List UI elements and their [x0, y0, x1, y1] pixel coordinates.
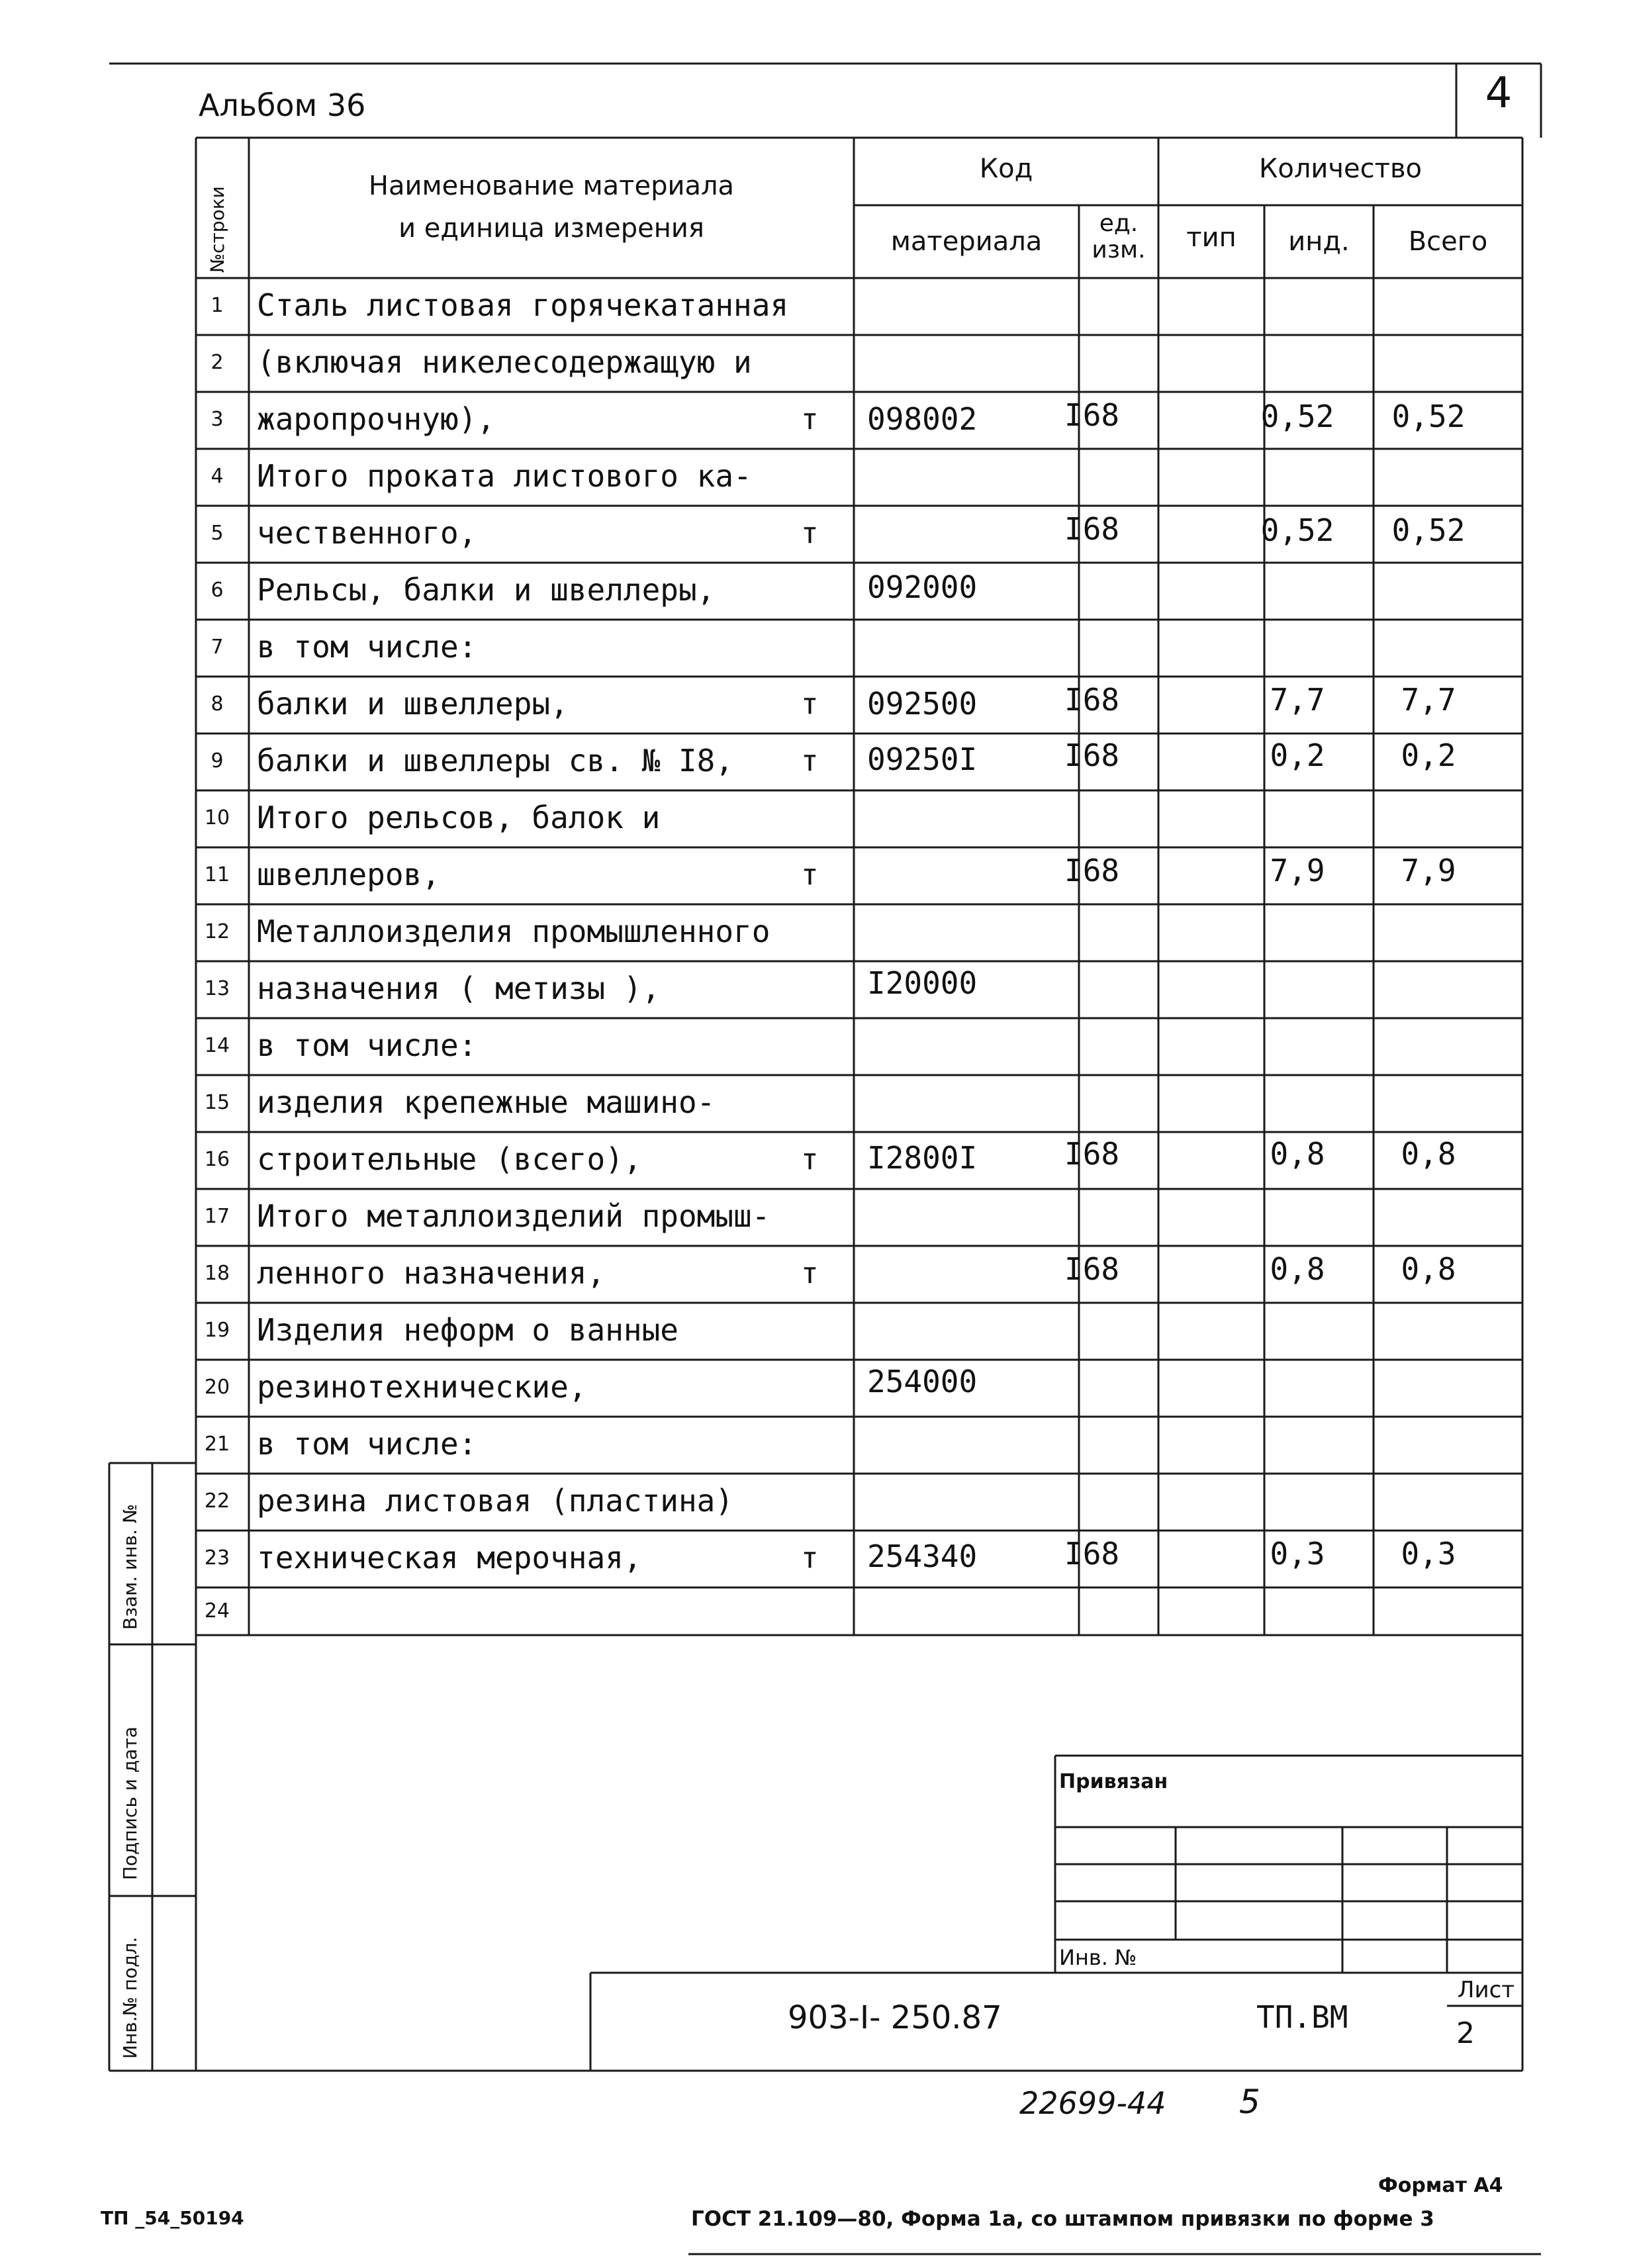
album-title: Альбом 36: [199, 87, 366, 123]
left-code: ТП _54_50194: [101, 2207, 244, 2229]
row-number: 4: [210, 465, 224, 488]
row-name: швеллеров,: [257, 857, 440, 892]
row-number: 6: [210, 579, 224, 602]
row-unit: т: [801, 516, 819, 550]
row-name: чественного,: [257, 515, 477, 551]
row-ind: 0,8: [1270, 1136, 1325, 1172]
row-code: I20000: [867, 965, 978, 1001]
row-number: 3: [210, 408, 224, 431]
row-name: резинотехнические,: [257, 1369, 587, 1405]
row-name: (включая никелесодержащую и: [257, 344, 752, 380]
row-total: 0,2: [1401, 737, 1456, 773]
row-total: 7,7: [1401, 682, 1456, 718]
row-name: Итого проката листового ка-: [257, 458, 752, 494]
row-number: 16: [204, 1148, 230, 1171]
row-number: 7: [210, 636, 224, 659]
row-number: 19: [204, 1319, 230, 1342]
row-name: Металлоизделия промышленного: [257, 914, 770, 949]
designation: 903-I- 250.87: [788, 1999, 1002, 2036]
row-edizm: I68: [1064, 1136, 1120, 1172]
inv-no-label: Инв. №: [1059, 1945, 1137, 1970]
row-name: Итого металлоизделий промыш-: [257, 1198, 770, 1234]
row-ind: 0,3: [1270, 1536, 1325, 1572]
standard-label: ГОСТ 21.109—80, Форма 1а, со штампом привязки по форме 3: [691, 2207, 1434, 2231]
row-unit: т: [801, 858, 819, 892]
row-edizm: I68: [1064, 511, 1120, 547]
col-name-header-1: Наименование материала: [368, 171, 735, 201]
row-number: 15: [204, 1091, 230, 1114]
row-unit: т: [801, 1256, 819, 1290]
row-number: 22: [204, 1489, 230, 1513]
row-name: техническая мерочная,: [257, 1540, 642, 1576]
row-code: 098002: [867, 401, 978, 437]
row-name: Изделия неформ о ванные: [257, 1312, 678, 1348]
row-unit: т: [801, 1143, 819, 1176]
row-edizm: I68: [1064, 682, 1120, 718]
row-ind: 0,52: [1260, 512, 1334, 548]
col-rownum-header: №строки: [207, 186, 228, 273]
row-number: 1: [210, 294, 224, 317]
row-ind: 0,52: [1260, 399, 1334, 434]
row-number: 11: [204, 863, 230, 886]
doc-code: ТП.ВМ: [1256, 1999, 1348, 2035]
col-qty-ind-header: инд.: [1288, 226, 1350, 257]
row-unit: т: [801, 744, 819, 778]
row-number: 8: [210, 692, 224, 716]
col-code-material-header: материала: [890, 226, 1043, 257]
inv-orig-label: Инв.№ подл.: [119, 1936, 141, 2059]
handwritten-number: 22699-44: [1019, 2085, 1166, 2121]
row-edizm: I68: [1064, 397, 1120, 433]
row-number: 21: [204, 1433, 230, 1456]
sheet-number: 2: [1456, 2016, 1475, 2050]
row-total: 0,8: [1401, 1136, 1456, 1172]
col-code-header: Код: [979, 154, 1033, 184]
row-name: резина листовая (пластина): [257, 1483, 734, 1519]
replace-inv-label: Взам. инв. №: [119, 1503, 141, 1630]
row-ind: 0,8: [1270, 1251, 1325, 1287]
row-number: 24: [204, 1599, 230, 1623]
row-ind: 0,2: [1270, 737, 1325, 773]
row-code: 092000: [867, 569, 978, 605]
row-number: 10: [204, 806, 230, 829]
row-edizm: I68: [1064, 737, 1120, 773]
col-code-unit-line2: изм.: [1092, 236, 1146, 263]
row-ind: 7,9: [1270, 853, 1325, 888]
handwritten-page: 5: [1239, 2083, 1260, 2121]
bound-label: Привязан: [1059, 1770, 1168, 1793]
row-ind: 7,7: [1270, 682, 1325, 718]
page-number: 4: [1485, 69, 1513, 118]
row-number: 12: [204, 920, 230, 943]
row-total: 0,3: [1401, 1536, 1456, 1572]
row-unit: т: [801, 687, 819, 721]
row-name: изделия крепежные машино-: [257, 1084, 716, 1120]
row-name: назначения ( метизы ),: [257, 970, 661, 1006]
row-number: 14: [204, 1034, 230, 1057]
row-code: 254000: [867, 1364, 978, 1399]
col-code-unit-header: [1079, 211, 1158, 263]
row-total: 7,9: [1401, 853, 1456, 888]
row-code: I2800I: [867, 1140, 978, 1176]
row-total: 0,52: [1391, 512, 1466, 548]
row-code: 254340: [867, 1538, 978, 1574]
col-quantity-header: Количество: [1258, 154, 1422, 184]
row-unit: т: [801, 1541, 819, 1575]
col-code-unit-line1: ед.: [1099, 210, 1139, 237]
row-number: 5: [210, 522, 224, 545]
row-name: в том числе:: [257, 1027, 477, 1063]
row-name: жаропрочную),: [257, 401, 496, 437]
sheet-label: Лист: [1457, 1977, 1515, 2003]
row-number: 13: [204, 977, 230, 1000]
row-name: строительные (всего),: [257, 1141, 642, 1177]
row-total: 0,8: [1401, 1251, 1456, 1287]
row-code: 092500: [867, 686, 978, 722]
row-number: 18: [204, 1262, 230, 1285]
row-code: 09250I: [867, 741, 978, 777]
sign-date-label: Подпись и дата: [119, 1726, 141, 1880]
row-number: 20: [204, 1376, 230, 1399]
row-number: 23: [204, 1546, 230, 1570]
row-edizm: I68: [1064, 1251, 1120, 1287]
row-number: 2: [210, 351, 224, 374]
row-name: в том числе:: [257, 1426, 477, 1462]
row-edizm: I68: [1064, 853, 1120, 888]
row-name: Рельсы, балки и швеллеры,: [257, 572, 716, 608]
row-edizm: I68: [1064, 1536, 1120, 1572]
row-name: в том числе:: [257, 629, 477, 665]
row-unit: т: [801, 402, 819, 436]
col-qty-total-header: Всего: [1408, 226, 1488, 257]
format-label: Формат А4: [1378, 2174, 1503, 2197]
row-total: 0,52: [1391, 399, 1466, 434]
row-name: Сталь листовая горячекатанная: [257, 287, 789, 323]
row-name: ленного назначения,: [257, 1255, 606, 1291]
row-name: балки и швеллеры,: [257, 686, 569, 722]
row-name: балки и швеллеры св. № I8,: [257, 743, 734, 779]
col-name-header-2: и единица измерения: [398, 213, 704, 244]
col-qty-type-header: тип: [1186, 222, 1236, 253]
row-name: Итого рельсов, балок и: [257, 800, 661, 835]
row-number: 17: [204, 1205, 230, 1228]
row-number: 9: [210, 749, 224, 773]
